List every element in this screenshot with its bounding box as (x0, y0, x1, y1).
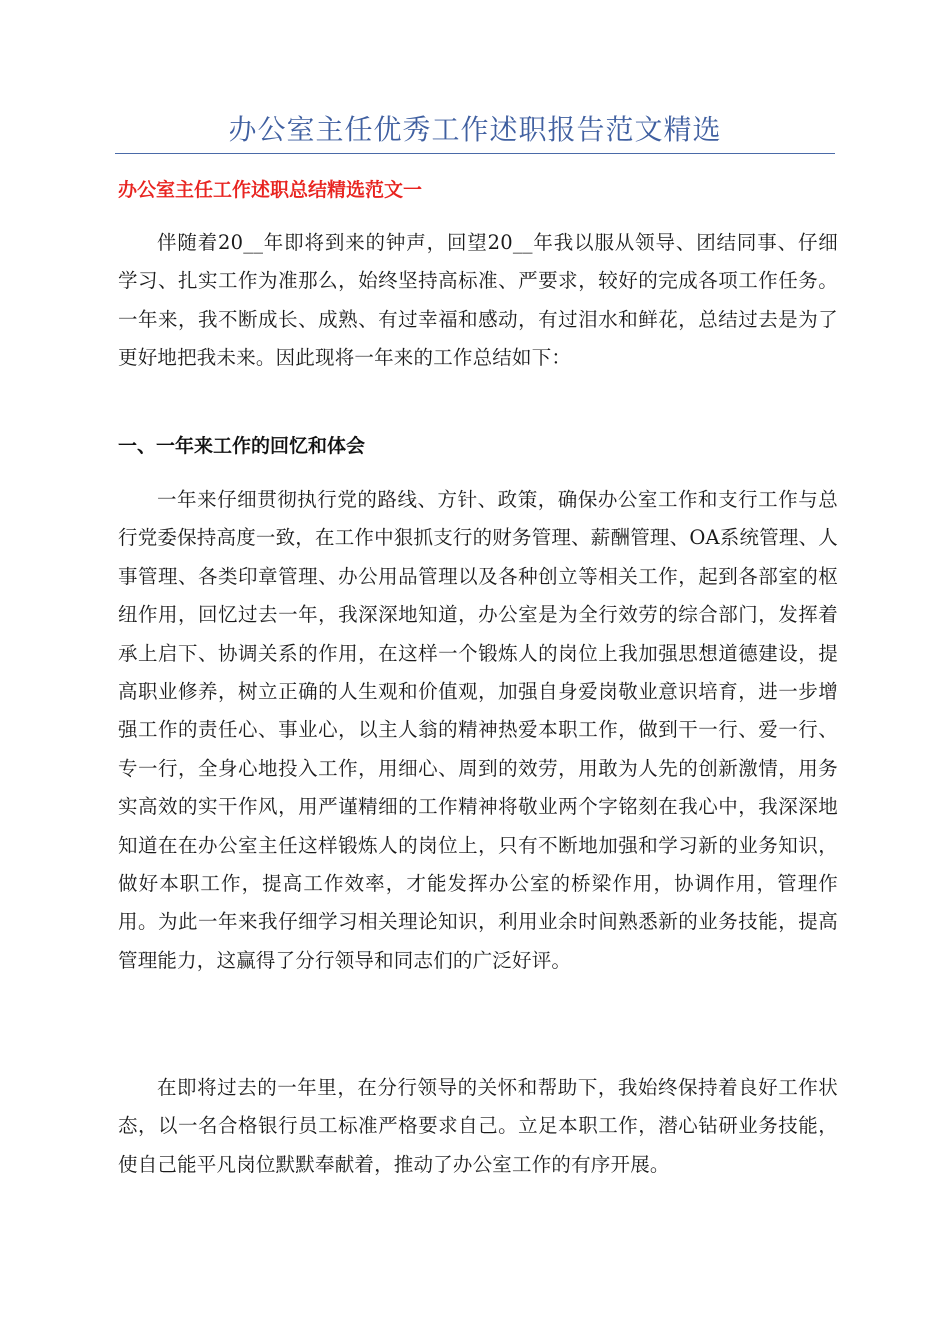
title-underline-divider (115, 153, 835, 154)
paragraph-review-body: 一年来仔细贯彻执行党的路线、方针、政策，确保办公室工作和支行工作与总行党委保持高度一致，在工作中狠抓支行的财务管理、薪酬管理、OA系统管理、人事管理、各类印章管理、办公用品管理以及各种创立等相关工作，起到各部室的枢纽作用，回忆过去一年，我深深地知道，办公室是为全行效劳的综合部门，发挥着承上启下、协调关系的作用，在这样一个锻炼人的岗位上我加强思想道德建设，提高职业修养，树立正确的人生观和价值观，加强自身爱岗敬业意识培育，进一步增强工作的责任心、事业心，以主人翁的精神热爱本职工作，做到干一行、爱一行、专一行，全身心地投入工作，用细心、周到的效劳，用敢为人先的创新激情，用务实高效的实干作风，用严谨精细的工作精神将敬业两个字铭刻在我心中，我深深地知道在在办公室主任这样锻炼人的岗位上，只有不断地加强和学习新的业务知识，做好本职工作，提高工作效率，才能发挥办公室的桥梁作用，协调作用，管理作用。为此一年来我仔细学习相关理论知识，利用业余时间熟悉新的业务技能，提高管理能力，这赢得了分行领导和同志们的广泛好评。 (118, 488, 838, 972)
document-title: 办公室主任优秀工作述职报告范文精选 (228, 113, 722, 146)
subheading-review: 一、一年来工作的回忆和体会 (118, 435, 366, 457)
paragraph-past-year: 在即将过去的一年里，在分行领导的关怀和帮助下，我始终保持着良好工作状态，以一名合格银行员工标准严格要求自己。立足本职工作，潜心钻研业务技能，使自己能平凡岗位默默奉献着，推动了办公室工作的有序开展。 (118, 1076, 838, 1176)
section-heading: 办公室主任工作述职总结精选范文一 (118, 179, 423, 201)
paragraph-intro: 伴随着20__年即将到来的钟声，回望20__年我以服从领导、团结同事、仔细学习、扎实工作为准那么，始终坚持高标准、严要求，较好的完成各项工作任务。一年来，我不断成长、成熟、有过幸福和感动，有过泪水和鲜花，总结过去是为了更好地把我未来。因此现将一年来的工作总结如下： (118, 231, 838, 370)
